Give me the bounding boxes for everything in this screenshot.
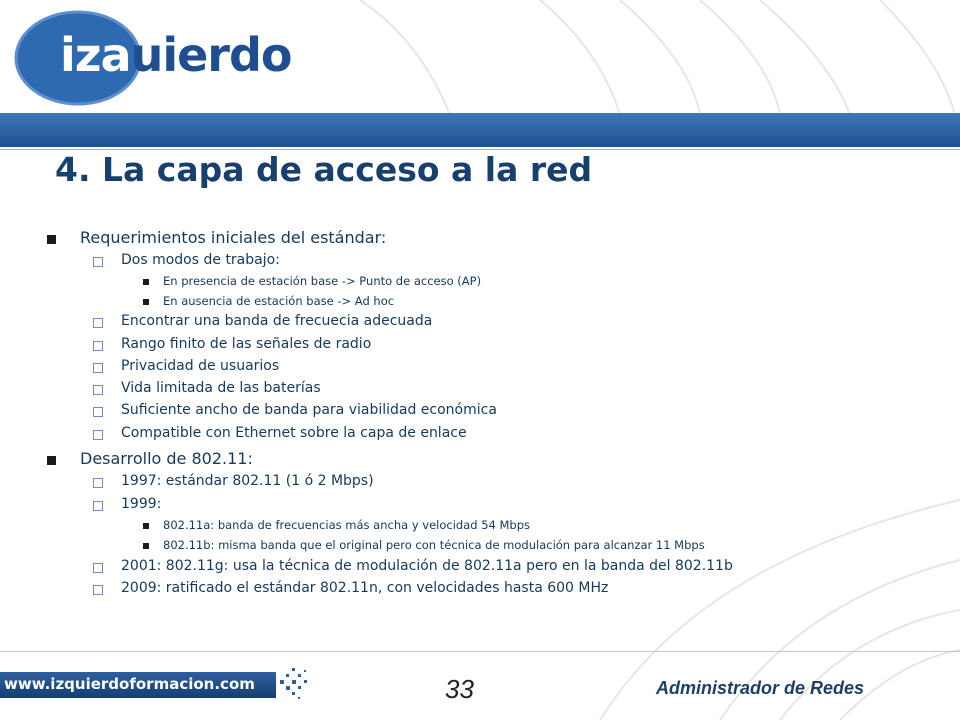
bullet-level-2-text: 2009: ratificado el estándar 802.11n, con velocidades hasta 600 MHz — [121, 580, 609, 596]
hollow-square-bullet-icon — [93, 385, 103, 395]
square-bullet-icon — [47, 235, 56, 244]
footer-url-link[interactable]: www.izquierdoformacion.com — [4, 675, 255, 693]
bullet-level-2-text: 1997: estándar 802.11 (1 ó 2 Mbps) — [121, 473, 374, 489]
hollow-square-bullet-icon — [93, 341, 103, 351]
hollow-square-bullet-icon — [93, 363, 103, 373]
bullet-level-2-text: Suficiente ancho de banda para viabilidad económica — [121, 402, 497, 418]
bullet-level-1-text: Desarrollo de 802.11: — [80, 449, 253, 468]
dots-decoration-icon — [278, 666, 312, 702]
footer-brand: Administrador de Redes — [656, 678, 865, 698]
square-bullet-icon — [143, 279, 149, 285]
hollow-square-bullet-icon — [93, 501, 103, 511]
hollow-square-bullet-icon — [93, 563, 103, 573]
bullet-level-1-text: Requerimientos iniciales del estándar: — [80, 228, 387, 247]
page-number: 33 — [445, 674, 474, 704]
hollow-square-bullet-icon — [93, 478, 103, 488]
bullet-level-2-text: Rango finito de las señales de radio — [121, 336, 372, 352]
bullet-level-2-text: Dos modos de trabajo: — [121, 252, 280, 268]
hollow-square-bullet-icon — [93, 430, 103, 440]
square-bullet-icon — [143, 299, 149, 305]
square-bullet-icon — [143, 543, 149, 549]
square-bullet-icon — [143, 523, 149, 529]
footer-url-bar[interactable] — [0, 672, 276, 698]
slide-title: 4. La capa de acceso a la red — [55, 150, 593, 189]
bullet-level-2-text: Privacidad de usuarios — [121, 358, 280, 374]
hollow-square-bullet-icon — [93, 585, 103, 595]
square-bullet-icon — [47, 456, 56, 465]
bullet-level-2-text: 1999: — [121, 496, 162, 512]
bullet-level-2-text: Compatible con Ethernet sobre la capa de enlace — [121, 425, 467, 441]
bullet-level-3-text: En presencia de estación base -> Punto de acceso (AP) — [163, 274, 482, 288]
logo-text-rest: uierdo — [130, 28, 292, 82]
hollow-square-bullet-icon — [93, 407, 103, 417]
bullet-level-2-text: Encontrar una banda de frecuecia adecuada — [121, 313, 433, 329]
bullet-level-2-text: 2001: 802.11g: usa la técnica de modulación de 802.11a pero en la banda del 802.11b — [121, 558, 733, 574]
hollow-square-bullet-icon — [93, 257, 103, 267]
logo-text-prefix: iza — [60, 28, 131, 82]
hollow-square-bullet-icon — [93, 318, 103, 328]
bullet-level-2-text: Vida limitada de las baterías — [121, 380, 321, 396]
footer-rule — [0, 651, 960, 652]
bullet-level-3-text: En ausencia de estación base -> Ad hoc — [163, 294, 395, 308]
bullet-level-3-text: 802.11a: banda de frecuencias más ancha y velocidad 54 Mbps — [163, 518, 531, 532]
bullet-level-3-text: 802.11b: misma banda que el original pero con técnica de modulación para alcanzar 11 Mbps — [163, 538, 705, 552]
